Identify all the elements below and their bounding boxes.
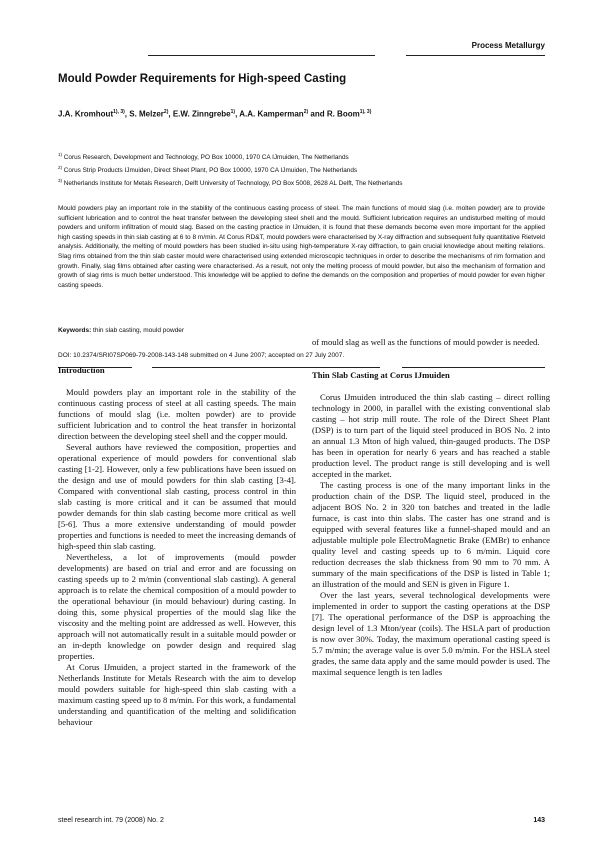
author-affiliation-mark: 1) <box>230 109 236 115</box>
paragraph: Nevertheless, a lot of improvements (mould powder developments) are based on trial and error and are focussing on casting speeds up to 2 m/min (conventional slab casting). A general approach is to relate the chemical composition of a mould powder to the operational behaviour (in mould behaviour) during casting. In doing this, some physical properties of the mould slag like the viscosity and the melting point are addressed as well. However, this approach will not automatically result in a suitable mould powder or an in-depth knowledge on powder design and required slag properties. <box>58 552 296 661</box>
author: A.A. Kamperman <box>239 109 304 119</box>
author: R. Boom <box>326 109 360 119</box>
paper-title: Mould Powder Requirements for High-speed Casting <box>58 73 347 85</box>
author-affiliation-mark: 1), 3) <box>359 109 372 115</box>
right-column <box>312 337 550 678</box>
affiliation-3: $^{3)}$ Netherlands Institute for Metals Research, Delft University of Technology, PO Box 5008, 2628 AL Delft, The Netherlands <box>58 178 403 188</box>
affiliation-1: $^{1)}$ Corus Research, Development and Technology, PO Box 10000, 1970 CA IJmuiden, The Netherlands <box>58 152 349 162</box>
header-rule-left <box>148 55 375 56</box>
author-separator: , <box>235 109 240 119</box>
author-affiliation-mark: 2) <box>303 109 309 115</box>
paragraph: The casting process is one of the many important links in the production chain of the DSP. The liquid steel, produced in the adjacent BOS No. 2 in 320 ton batches and treated in the ladle furnace, is cast into thin slabs. The caster has one strand and is equipped with several features like a funnel-shaped mould and an adjustable multiple pole ElectroMagnetic Brake (EMBr) to enhance quality level and casting speeds up to 6 m/min. Liquid core reduction decreases the slab thickness from 90 mm to 70 mm. A summary of the main specifications of the DSP is listed in Table 1; an illustration of the mould and SEN is given in Figure 1. <box>312 480 550 589</box>
paragraph: Mould powders play an important role in the stability of the continuous casting process of steel at all casting speeds. The main functions of mould slag (i.e. molten powder) are to provide sufficient lubrication and to control the heat transfer in horizontal direction between the developing steel shell and the copper mould. <box>58 387 296 441</box>
author-separator: , <box>168 109 173 119</box>
keywords: Keywords: thin slab casting, mould powder <box>58 327 185 334</box>
doi-line: DOI: 10.2374/SRI07SP069-79-2008-143-148 submitted on 4 June 2007; accepted on 27 July 2007. <box>58 352 345 359</box>
left-column <box>58 365 296 728</box>
affiliation-2: $^{2)}$ Corus Strip Products IJmuiden, Direct Sheet Plant, PO Box 10000, 1970 CA IJmuiden, The Netherlands <box>58 165 358 175</box>
paragraph: Corus IJmuiden introduced the thin slab casting – direct rolling technology in 2000, in parallel with the existing conventional slab casting – hot strip mill route. The role of the Direct Sheet Plant (DSP) is to turn part of the liquid steel produced in BOS No. 2 into an annual 1.3 Mton of high valued, thin-gauged products. The DSP has been in operation for nearly 6 years and has reached a stable production level. The product range is still developing and is well accepted in the market. <box>312 392 550 479</box>
page-number: 143 <box>533 817 545 824</box>
paragraph-continuation: of mould slag as well as the functions of mould powder is needed. <box>312 337 540 347</box>
section-heading-introduction: Introduction <box>58 365 105 375</box>
author: J.A. Kromhout <box>58 109 114 119</box>
footer-journal: steel research int. 79 (2008) No. 2 <box>58 817 164 824</box>
header-rule-right <box>406 55 545 56</box>
author: E.W. Zinngrebe <box>172 109 231 119</box>
paragraph: At Corus IJmuiden, a project started in the framework of the Netherlands Institute for Metals Research with the aim to develop mould powders suitable for high-speed thin slab casting with a maximum casting speed up to 8 m/min. For this work, a fundamental understanding and quantification of the melting and solidification behaviour <box>58 662 296 727</box>
author-affiliation-mark: 1), 3) <box>113 109 125 115</box>
author: S. Melzer <box>129 109 164 119</box>
section-heading-thin-slab: Thin Slab Casting at Corus IJmuiden <box>312 370 450 380</box>
abstract: Mould powders play an important role in the stability of the continuous casting process of steel. The main functions of mould slag (i.e. molten powder) are to provide sufficient lubrication and to control the heat transfer between the developing steel shell and the mould. Sufficient lubrication requires an undisturbed melting of mould powders and uniform infiltration of mould slag. Based on the casting practice in IJmuiden, it is found that these demands become even more important for the applied high casting speeds in thin slab casting at 6 to 8 m/min. At Corus RD&T, mould powders were characterised by X-ray diffraction and subsequent fully quantitative Rietveld analysis. Additionally, the melting of mould powders has been studied in-situ using high-temperature X-ray diffraction, to gain crucial knowledge about melting relations. Slag rims obtained from the thin slab caster mould were characterised using extended microscopic techniques in order to describe the mechanisms of rim formation and growth. Finally, slag films obtained after casting were characterised. As a result, not only the melting process of mould powder, but also the mechanism of formation and growth of slag rims is much better understood. This knowledge will be applied to define the demands on the composition and properties of mould powder for even higher casting speeds. <box>58 205 545 289</box>
section-label: Process Metallurgy <box>471 41 545 50</box>
author-affiliation-mark: 2) <box>163 109 169 115</box>
paragraph: Over the last years, several technological developments were implemented in order to support the casting operations at the DSP [7]. The operational performance of the DSP is approaching the design level of 1.3 Mton/year (coils). The HSLA part of production is now over 30%. Today, the maximum operational casting speed is 5.7 m/min; the average value is over 5.0 m/min. For the HSLA steel grades, the same data apply and the same mould powder is used. The maximal sequence length is ten ladles <box>312 590 550 677</box>
author-separator: , <box>124 109 130 119</box>
author-list <box>58 109 371 119</box>
paragraph: Several authors have reviewed the composition, properties and operational experience of mould powders for conventional slab casting [1-2]. However, only a few publications have been issued on the design and use of mould powders for thin slab casting [3-4]. Compared with conventional slab casting, process control in thin slab casting is more critical and it can be assumed that mould powder demands for thin slab casting become more critical as well [5-6]. Thus a more extensive understanding of mould powder properties and functions is needed to meet the increasing demands of high-speed thin slab casting. <box>58 442 296 551</box>
author-separator: and <box>308 109 327 119</box>
